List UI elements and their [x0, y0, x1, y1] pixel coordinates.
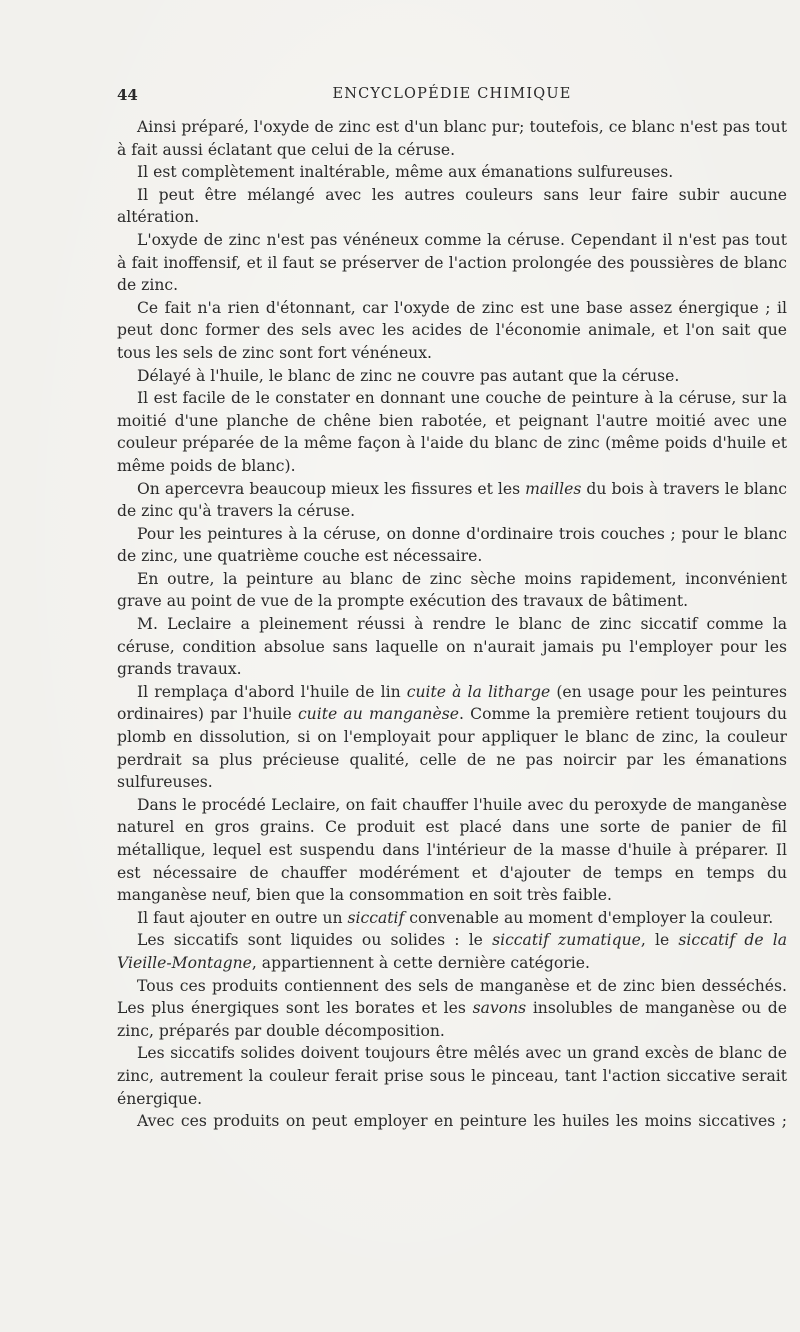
- text-segment: M. Leclaire a pleinement réussi à rendre le blanc de zinc siccatif comme la céruse, condition absolue sans laquelle on n'aurait jamais pu l'employer pour les grands travaux.: [117, 615, 787, 679]
- text-segment: On apercevra beaucoup mieux les fissures et les: [137, 479, 526, 498]
- paragraph: [117, 229, 787, 297]
- body-text: [117, 116, 787, 1133]
- paragraph: [117, 1042, 787, 1110]
- text-segment: Ce fait n'a rien d'étonnant, car l'oxyde de zinc est une base assez énergique ; il peut donc former des sels avec les acides de l'économie animale, et l'on sait que tous les sels de zinc sont fort vénéneux.: [117, 298, 787, 362]
- paragraph: [117, 387, 787, 477]
- text-segment: Il faut ajouter en outre un: [137, 908, 348, 927]
- page-number: 44: [117, 86, 138, 104]
- paragraph: [117, 929, 787, 974]
- text-segment: Il remplaça d'abord l'huile de lin: [137, 682, 407, 701]
- text-segment: Il est complètement inaltérable, même aux émanations sulfureuses.: [137, 163, 674, 182]
- italic-text: mailles: [525, 479, 582, 498]
- text-segment: Il peut être mélangé avec les autres couleurs sans leur faire subir aucune altération.: [117, 185, 787, 227]
- text-segment: Tous ces produits contiennent des sels de manganèse et de zinc bien desséchés. Les plus énergiques sont les borates et les: [117, 976, 787, 1018]
- text-segment: . Comme la première retient toujours du plomb en dissolution, si on l'employait pour appliquer le blanc de zinc, la couleur perdrait sa plus précieuse qualité, celle de ne pas noircir par les émanations sulfureuses.: [117, 705, 788, 792]
- italic-text: cuite au manganèse: [297, 705, 459, 724]
- text-segment: Dans le procédé Leclaire, on fait chauffer l'huile avec du peroxyde de manganèse naturel en gros grains. Ce produit est placé dans une sorte de panier de fil métallique, lequel est suspendu dans l'intérieur de la masse d'huile à préparer. Il est nécessaire de chauffer modérément et d'ajouter de temps en temps du manganèse neuf, bien que la consommation en soit très faible.: [117, 795, 787, 905]
- text-segment: du bois à travers le blanc de zinc qu'à travers la céruse.: [117, 479, 787, 521]
- text-segment: L'oxyde de zinc n'est pas vénéneux comme la céruse. Cependant il n'est pas tout à fait inoffensif, et il faut se préserver de l'action prolongée des poussières de blanc de zinc.: [117, 230, 787, 295]
- paragraph: [117, 907, 787, 930]
- italic-text: siccatif: [347, 908, 405, 927]
- text-segment: Les siccatifs solides doivent toujours être mêlés avec un grand excès de blanc de zinc, autrement la couleur ferait prise sous le pinceau, tant l'action siccative serait énergique.: [117, 1044, 787, 1108]
- paragraph: [117, 568, 787, 613]
- paragraph: [117, 297, 787, 365]
- italic-text: siccatif zumatique: [492, 931, 641, 950]
- text-segment: (en usage pour les peintures ordinaires) par l'huile: [117, 682, 787, 724]
- text-segment: Avec ces produits on peut employer en peinture les huiles les moins siccatives ;: [137, 1112, 787, 1131]
- running-title: ENCYCLOPÉDIE CHIMIQUE: [332, 86, 572, 102]
- text-segment: Pour les peintures à la céruse, on donne d'ordinaire trois couches ; pour le blanc de zinc, une quatrième couche est nécessaire.: [117, 524, 787, 566]
- paragraph: [117, 478, 787, 523]
- paragraph: [117, 975, 787, 1043]
- text-segment: insolubles de manganèse ou de zinc, préparés par double décomposition.: [117, 999, 787, 1040]
- text-segment: Délayé à l'huile, le blanc de zinc ne couvre pas autant que la céruse.: [137, 366, 680, 385]
- text-segment: convenable au moment d'employer la couleur.: [404, 908, 774, 927]
- paragraph: [117, 523, 787, 568]
- italic-text: savons: [472, 999, 527, 1018]
- italic-text: siccatif de la Vieille-Montagne: [117, 931, 787, 972]
- paragraph: [117, 184, 787, 229]
- paragraph: [117, 161, 787, 184]
- text-segment: Il est facile de le constater en donnant une couche de peinture à la céruse, sur la moitié d'une planche de chêne bien rabotée, et peignant l'autre moitié avec une couleur préparée de la même façon à l'aide du blanc de zinc (même poids d'huile et même poids de blanc).: [117, 389, 787, 475]
- paragraph: [117, 1110, 787, 1133]
- paragraph: [117, 116, 787, 161]
- italic-text: cuite à la litharge: [406, 682, 551, 701]
- text-segment: , appartiennent à cette dernière catégorie.: [251, 953, 590, 972]
- text-segment: , le: [640, 931, 679, 950]
- paragraph: [117, 794, 787, 907]
- text-segment: Les siccatifs sont liquides ou solides : le: [137, 931, 493, 950]
- paragraph: [117, 613, 787, 681]
- page-header: [117, 86, 787, 108]
- paragraph: [117, 365, 787, 388]
- text-segment: Ainsi préparé, l'oxyde de zinc est d'un blanc pur; toutefois, ce blanc n'est pas tout à fait aussi éclatant que celui de la céruse.: [117, 118, 787, 159]
- paragraph: [117, 681, 787, 794]
- text-segment: En outre, la peinture au blanc de zinc sèche moins rapidement, inconvénient grave au point de vue de la prompte exécution des travaux de bâtiment.: [117, 569, 787, 611]
